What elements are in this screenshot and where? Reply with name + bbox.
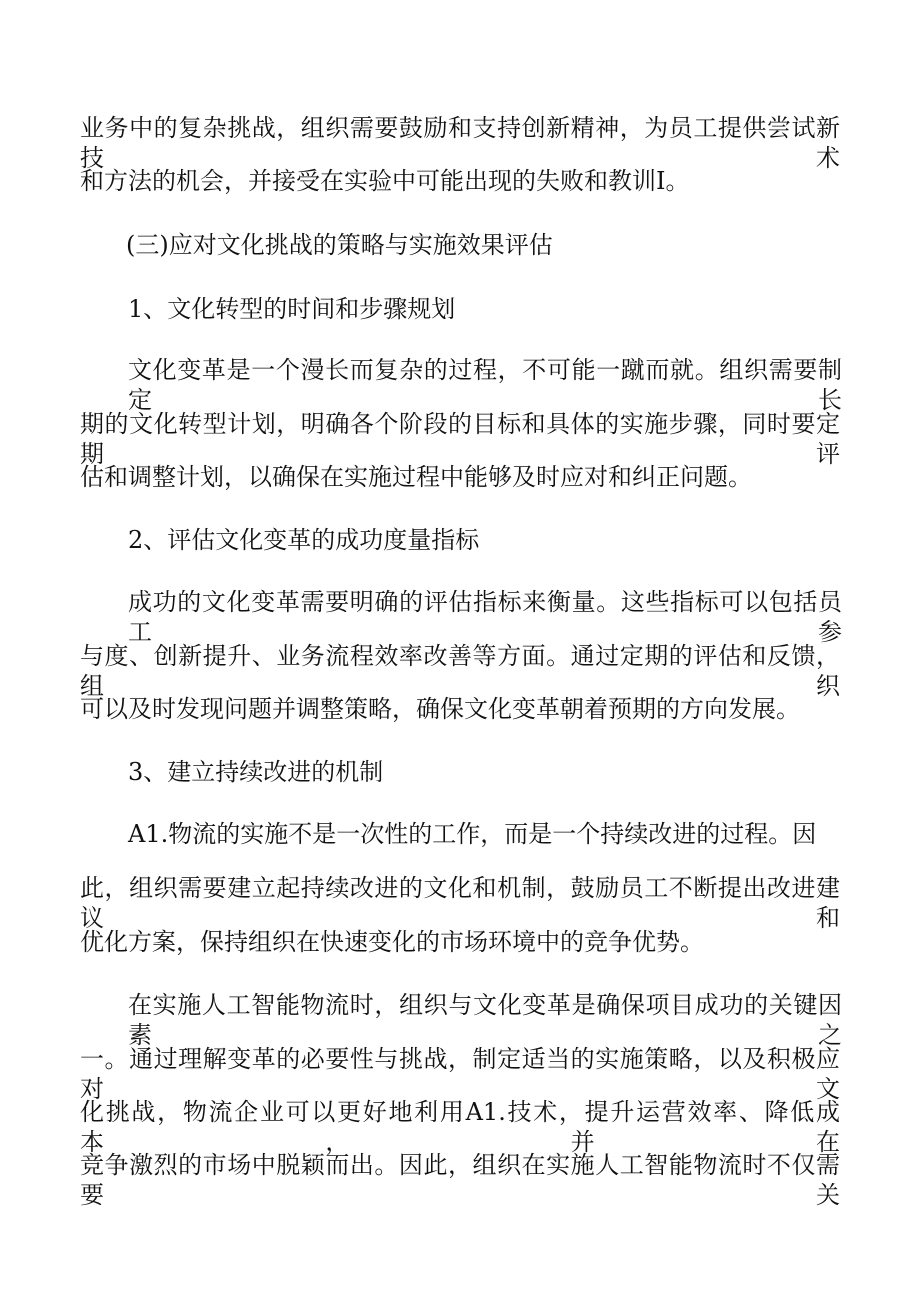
paragraph-line: 在实施人工智能物流时，组织与文化变革是确保项目成功的关键因素之 [128,991,842,1049]
subsection-heading: 1、文化转型的时间和步骤规划 [128,295,456,323]
section-heading: (三)应对文化挑战的策略与实施效果评估 [126,231,553,259]
paragraph-line: 业务中的复杂挑战，组织需要鼓励和支持创新精神，为员工提供尝试新技术 [80,114,840,172]
paragraph-line: 一。通过理解变革的必要性与挑战，制定适当的实施策略，以及积极应对文 [80,1045,840,1103]
paragraph-line: 和方法的机会，并接受在实验中可能出现的失败和教训I。 [80,167,690,195]
paragraph-line: 化挑战，物流企业可以更好地利用A1.技术，提升运营效率、降低成本，并在 [80,1098,840,1156]
paragraph-line: 与度、创新提升、业务流程效率改善等方面。通过定期的评估和反馈，组织 [80,642,840,700]
paragraph-line: 期的文化转型计划，明确各个阶段的目标和具体的实施步骤，同时要定期评 [80,410,840,468]
subsection-heading: 3、建立持续改进的机制 [128,758,384,786]
paragraph-line: 文化变革是一个漫长而复杂的过程，不可能一蹴而就。组织需要制定长 [128,356,842,414]
paragraph-line: 优化方案，保持组织在快速变化的市场环境中的竞争优势。 [80,928,704,956]
paragraph-line: A1.物流的实施不是一次性的工作，而是一个持续改进的过程。因 [128,820,817,848]
paragraph-line: 估和调整计划，以确保在实施过程中能够及时应对和纠正问题。 [80,463,752,491]
paragraph-line: 此，组织需要建立起持续改进的文化和机制，鼓励员工不断提出改进建议和 [80,874,840,932]
paragraph-line: 成功的文化变革需要明确的评估指标来衡量。这些指标可以包括员工参 [128,588,842,646]
subsection-heading: 2、评估文化变革的成功度量指标 [128,526,480,554]
paragraph-line: 可以及时发现问题并调整策略，确保文化变革朝着预期的方向发展。 [80,695,800,723]
paragraph-line: 竞争激烈的市场中脱颖而出。因此，组织在实施人工智能物流时不仅需要关 [80,1151,840,1209]
